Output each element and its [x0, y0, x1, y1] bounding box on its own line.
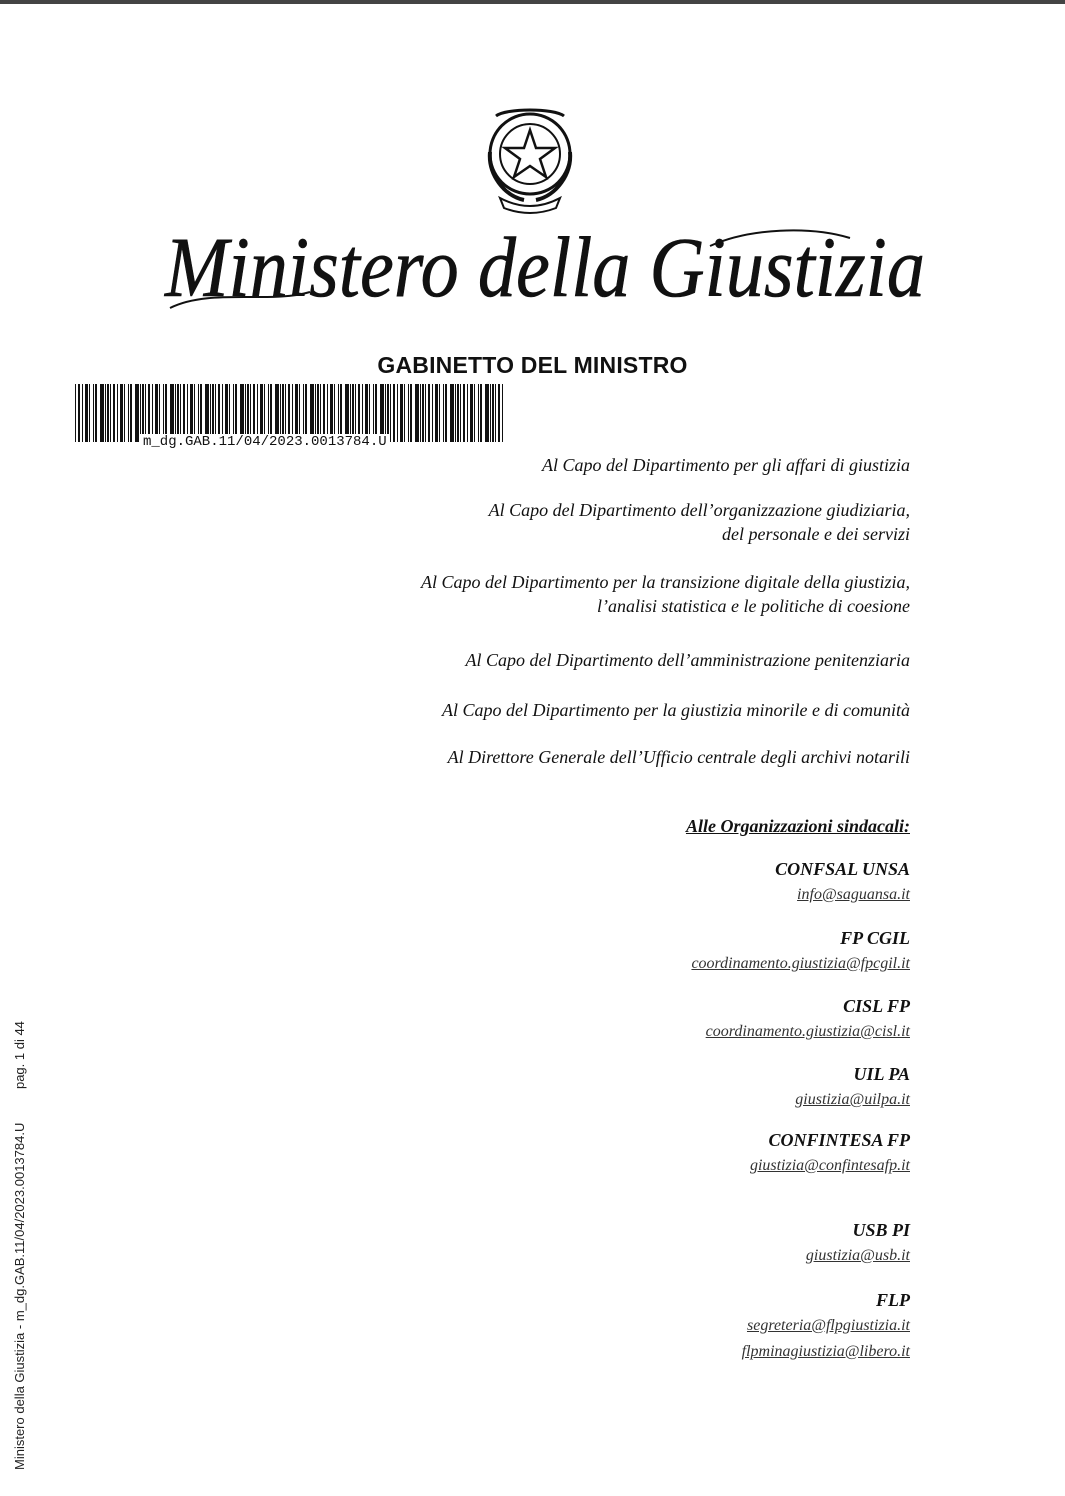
union-entry: [742, 1288, 910, 1364]
barcode-bar: [75, 384, 76, 442]
barcode-bar: [495, 384, 496, 442]
union-email[interactable]: giustizia@uilpa.it: [795, 1091, 910, 1108]
protocol-number: m_dg.GAB.11/04/2023.0013784.U: [140, 434, 390, 450]
barcode-bar: [89, 384, 90, 442]
union-email[interactable]: giustizia@usb.it: [805, 1247, 910, 1264]
barcode-bar: [455, 384, 456, 442]
barcode-bar: [78, 384, 80, 442]
barcode-bar: [404, 384, 405, 442]
recipient-line: Al Capo del Dipartimento per gli affari di giustizia: [541, 455, 910, 475]
barcode-bar: [420, 384, 421, 442]
union-email[interactable]: segreteria@flpgiustizia.it: [746, 1317, 910, 1334]
barcode-bar: [485, 384, 489, 442]
barcode-bar: [130, 384, 132, 442]
recipient-line: Al Capo del Dipartimento dell’amministrazione penitenziaria: [465, 650, 910, 670]
barcode-bar: [124, 384, 125, 442]
barcode-bar: [120, 384, 123, 442]
barcode-bar: [422, 384, 424, 442]
barcode-bar: [450, 384, 454, 442]
union-entry: [795, 1062, 910, 1112]
unions-heading: Alle Organizzazioni sindacali:: [685, 816, 910, 836]
barcode-bar: [470, 384, 473, 442]
union-entry: [775, 857, 910, 907]
union-entry: [691, 926, 910, 976]
union-email[interactable]: info@saguansa.it: [797, 886, 910, 903]
union-email[interactable]: flpminagiustizia@libero.it: [741, 1343, 910, 1360]
recipient-block: [466, 648, 910, 672]
barcode-bar: [113, 384, 115, 442]
recipient-block: [442, 698, 910, 722]
union-name: FP CGIL: [840, 928, 910, 948]
barcode-bar: [82, 384, 83, 442]
union-email[interactable]: coordinamento.giustizia@cisl.it: [705, 1023, 910, 1040]
barcode-bar: [415, 384, 419, 442]
barcode-bar: [435, 384, 438, 442]
union-entry: [706, 994, 910, 1044]
top-border: [0, 0, 1065, 4]
union-email[interactable]: coordinamento.giustizia@fpcgil.it: [691, 955, 910, 972]
barcode-bar: [445, 384, 447, 442]
barcode-bar: [390, 384, 391, 442]
barcode-bar: [100, 384, 104, 442]
office-title: GABINETTO DEL MINISTRO: [377, 352, 688, 378]
ministry-name-script: [150, 218, 940, 328]
recipient-line: Al Capo del Dipartimento dell’organizzazione giudiziaria,: [488, 500, 910, 520]
barcode-bar: [432, 384, 433, 442]
barcode-bar: [457, 384, 459, 442]
barcode-bar: [408, 384, 409, 442]
barcode-bar: [135, 384, 139, 442]
recipient-block: [448, 745, 910, 769]
union-name: CONFINTESA FP: [768, 1130, 910, 1150]
barcode-bar: [502, 384, 503, 442]
barcode-bar: [393, 384, 395, 442]
union-name: UIL PA: [853, 1064, 910, 1084]
barcode-bar: [490, 384, 491, 442]
barcode-bar: [105, 384, 106, 442]
barcode-bar: [478, 384, 479, 442]
recipient-block: [421, 570, 910, 618]
union-name: FLP: [876, 1290, 910, 1310]
recipient-line: Al Capo del Dipartimento per la giustizia minorile e di comunità: [442, 700, 910, 720]
union-name: USB PI: [852, 1220, 910, 1240]
union-name: CISL FP: [843, 996, 910, 1016]
barcode-bar: [480, 384, 482, 442]
side-stamp-text: Ministero della Giustizia - m_dg.GAB.11/04/2023.0013784.U: [12, 1122, 27, 1470]
barcode-bar: [410, 384, 412, 442]
republic-emblem-icon: [476, 104, 584, 216]
barcode-bar: [95, 384, 97, 442]
barcode-bar: [467, 384, 468, 442]
union-email[interactable]: giustizia@confintesafp.it: [749, 1157, 910, 1174]
barcode-bar: [110, 384, 111, 442]
barcode-bar: [128, 384, 129, 442]
union-name: CONFSAL UNSA: [775, 859, 910, 879]
barcode-bar: [463, 384, 465, 442]
union-entry: [750, 1128, 910, 1178]
ministry-name-text: Ministero della Giustizia: [163, 219, 926, 315]
barcode-bar: [428, 384, 430, 442]
recipient-block: [542, 453, 910, 477]
barcode-bar: [439, 384, 440, 442]
barcode-bar: [498, 384, 500, 442]
barcode-bar: [107, 384, 109, 442]
barcode-bar: [443, 384, 444, 442]
barcode-bar: [425, 384, 426, 442]
barcode-bar: [460, 384, 461, 442]
recipient-line: Al Direttore Generale dell’Ufficio centrale degli archivi notarili: [447, 747, 910, 767]
recipient-block: [489, 498, 910, 546]
barcode-bar: [397, 384, 398, 442]
barcode-bar: [492, 384, 494, 442]
union-entry: [806, 1218, 910, 1268]
page-indicator: pag. 1 di 44: [12, 1021, 27, 1090]
barcode-bar: [474, 384, 475, 442]
recipient-line: Al Capo del Dipartimento per la transizione digitale della giustizia,: [421, 572, 910, 592]
barcode-bar: [117, 384, 118, 442]
barcode-bar: [93, 384, 94, 442]
barcode-bar: [85, 384, 88, 442]
recipient-line: del personale e dei servizi: [722, 524, 910, 544]
recipient-line: l’analisi statistica e le politiche di coesione: [597, 596, 910, 616]
barcode-bar: [400, 384, 403, 442]
side-stamp: [12, 960, 27, 1470]
